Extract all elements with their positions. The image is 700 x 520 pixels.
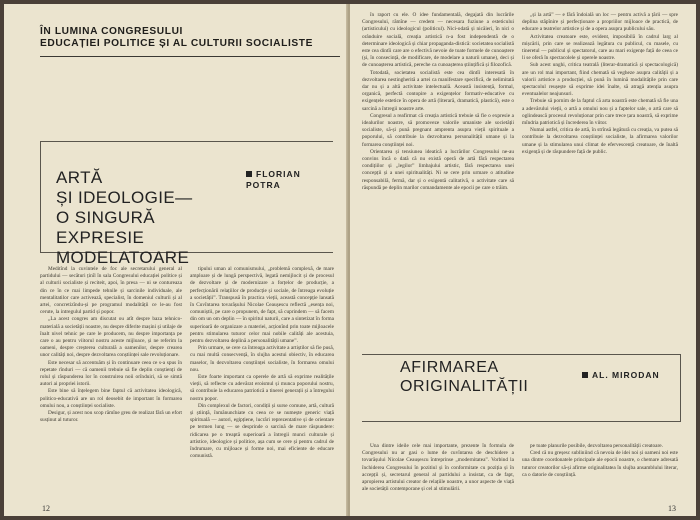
author-first-name: FLORIAN — [256, 169, 301, 179]
paragraph: în raport cu ele. O idee fundamentală, degajată din lucrările Congresului, rămîne — credem — necesara fuziune a esteticului (artisticului) cu ideologicul (politicul). Nici-odată și nicăieri, în nici o orânduire socială, creația artistică n-a fost independentă de o determinare ideologică și chiar propaganda-distică: societatea socialistă este cea dintîi care are o efectivă nevoie de toate formele de cunoaștere (și, în consecință, de modificare, de modelare a naturii umane), deci și de cunoașterea artistică, pereche ca cunoașterea științifică și filozofică. — [362, 12, 514, 69]
article-title — [56, 168, 236, 268]
paragraph: „La acest congres am discutat ou atît despre baza tehnico-materială a societății noastre, nu despre diferite mașini și utilaje de înalt nivel tehnic pe care le producem, nu despre importanța pe care o au pentru viitorul nostru aceste mijloace, și ne referim la oameni, despre creșterea culturală a oamenilor, despre crearea unor calități noi, despre dezvoltarea conștiinței sale revoluționare. — [40, 316, 182, 359]
paragraph: Congresul a reafirmat că creația artistică trebuie să fie o expresie a idealurilor noastre, să promoveze valorile umaniste ale societății socialiste, să-și pună pregnant amprenta asupra vieții spirituale a poporului, să contribuie la dezvoltarea personalității umane și la formarea conștiinței noi. — [362, 112, 514, 148]
paragraph: pe toate planurile posibile, dezvoltarea personalității creatoare. — [530, 443, 663, 449]
article-column — [522, 12, 678, 348]
paragraph: Una dintre ideile cele mai importante, prezente în formula de Congresului nu ar gasi o lume de cuvîntarea de deschidere a tovarășului Nicolae Ceaușescu întreprinse „modernitatea”. Vorbind la închiderea Congresului în pozitiul și în conformitate cu poziția și în accepții și, secretarul general al partidului a insistat, ca de fapt, apropierea artistului creator de relațiile noastre, a unor aspecte de viață ale societății contemporane și cel al stimulării. — [362, 443, 514, 493]
article-title-line: O SINGURĂ EXPRESIE — [56, 208, 156, 247]
paragraph: Este necesar să accentuăm și în continuare ceea ce s-a spus în repetate rînduri — că oamenii trebuie să fie deplin conștienți de rolul și răspunderea lor în construirea noii orînduiri, să se simtă autori ai propriei istorii. — [40, 359, 182, 388]
paragraph: Activitatea creatoare este, evident, imposibilă în cadrul larg al mișcării, prin care se realizează legătura cu publicul, cu masele, cu tineretul — publicul și spectatorul, care au mari exigențe față de ceea ce li se oferă în spectacolele și operele noastre. — [522, 33, 678, 62]
paragraph: Desigur, și acest nou scop rămîne greu de realizat fără un efort susținut al tuturor. — [40, 410, 182, 424]
paragraph: Din complexul de factori, condiții și surse comune, artă, cultură și știință, înmănunchiate cu ceea ce se numește generic viață spirituală — autori, egipțiene, lucrări reprezentative și de orientare pe termen lung — se desprinde o sarcină de mare răspundere: ridicarea pe o treaptă superioară a întregii munci culturale și artistice, ideologice și politice, așa cum se cere și pentru cadrul de îndrumare, cu mijloace și forme noi, mai eficiente de educare comunistă. — [190, 402, 334, 460]
article-column — [362, 12, 514, 348]
paragraph: Este foarte important ca operele de artă să exprime realitățile vieții, să reflecte cu adevărat eroismul și munca poporului nostru, să contribuie la educarea patriotică a tinerei generații și a întregului nostru popor. — [190, 374, 334, 402]
article-title-line: ȘI IDEOLOGIE— — [56, 188, 193, 207]
article-column — [362, 443, 514, 505]
page-number-left: 12 — [42, 504, 50, 513]
section-header-line2: EDUCAȚIEI POLITICE ȘI AL CULTURII SOCIALISTE — [40, 38, 313, 49]
article-title — [400, 358, 540, 396]
paragraph: Sub acest unghi, critica teatrală (literar-dramatică și spectacologică) are un rol mai important, fiind chemată să vegheze asupra calității și a valorii artistice a producției, să pună în lumină modalitățile prin care spectacolul reușește să exprime idei înalte, să atragă atenția asupra eventualelor neajunsuri. — [522, 62, 678, 98]
author-name: AL. MIRODAN — [592, 370, 660, 380]
paragraph: Trebuie să pornim de la faptul că arta noastră este chemată să fie una a adevărului vieții, o artă a omului nou și a faptelor sale, o artă care să oglindească procesul revoluționar prin care trece țara noastră, să exprime mîndria patriotică și încrederea în viitor. — [522, 98, 678, 127]
header-rule — [40, 56, 340, 57]
article-author — [582, 370, 682, 381]
section-header — [40, 26, 330, 50]
book-spread — [4, 4, 696, 516]
author-last-name: POTRA — [246, 180, 281, 190]
article-title-line: ARTĂ — [56, 168, 103, 187]
paragraph: Este bine să înțelegem bine faptul că activitatea ideologică, politico-educativă are un rol deosebit de important în formarea omului nou, a conștiinței socialiste. — [40, 388, 182, 409]
paragraph: tipului uman al comunismului, „problemă complexă, de mare amploare și de lungă perspectivă, legată nemijlocit și de procesul de dezvoltare și de modernizare a forțelor de producție, a perfecționării relațiilor de producție și sociale, de întreaga evoluție a societății”. Transpusă în practica vieții, această concepție lansată în Cuvîntarea tovarășului Nicolae Ceaușescu reflectă „esența noi, comuniștii, pe care o propunem, de fapt, să cuprindem — să facem din om un om deplin — în spiritul naturii, care a sintetizat în forma superioară de organizare a materiei, acționînd prin toate mijloacele pentru stimularea tuturor celor mai nobile calități ale acestuia, pentru dezvoltarea deplină a personalității umane”. — [190, 266, 334, 345]
paragraph: Meditînd la cuvintele de foc ale secretarului general al partidului — secături ținîl în sala Congresului educației politice și al culturii socialiste și reciteit, apoi, în presa — ni se contureaza din ce în ce mai limpede tehnile și sarcinile individuale, ale mentalitatilor care activează, specialist, în domeniul culturii și al artei, concretizîndu-și pe programul modalității ce le-au fost cerute, la intregulul partid și popor. — [40, 266, 182, 316]
paragraph: Cred că nu greșesc subliniind că nevoia de idei noi și oameni noi este una dintre coordonatele principale ale epocii noastre, o chemare adresată tuturor creatorilor să-și afirme originalitatea în slujba ansamblului literar, ca o datorie de conștiință. — [522, 450, 678, 478]
paragraph: Prin urmare, se cere ca întreaga activitate a artiștilor să fie pusă, cu mai multă consecvență, în slujba acestui obiectiv, în educarea maselor, în dezvoltarea conștiinței socialiste, în formarea omului nou. — [190, 345, 334, 373]
paragraph: „și la artă” — e fără îndoială un loc — pentru activă a țării — spre deplina stăpînire și perfecționare a propriilor mijloace de practică, de educare a teatrelor artistice și de a opera asupra publicului său. — [522, 12, 678, 33]
article-column — [522, 443, 678, 505]
paragraph: Numai astfel, critica de artă, în strînsă legătură cu creația, va putea să contribuie la dezvoltarea conștiinței socialiste, la afirmarea valorilor umane și la stimularea unui climat de efervescență creatoare, de înaltă exigență și de răspundere față de public. — [522, 127, 678, 155]
bullet-square-icon — [582, 372, 588, 378]
article-column — [40, 266, 182, 494]
page-left — [4, 4, 349, 516]
page-right — [350, 4, 696, 516]
paragraph: Orientarea și tensiunea ideatică a lucrărilor Congresului ne-au convins încă o dată că nu există operă de artă fără respectarea condițiilor și „legilor” limbajului artistic, fără respectarea unei concepții și a unei spiritualități. Ni se cere prin urmare o atitudine responsabilă, fermă, dar și o exigentă calitativă, o activitate care să răspundă pe deplin marilor comandamente ale epocii pe care o trăim. — [362, 148, 514, 191]
bullet-square-icon — [246, 171, 252, 177]
paragraph: Totodată, societatea socialistă este cea dintîi interesată în dezvoltarea nestingherită a artei ca manifestare specifică, de nelimitată dar nu și a altă activitate intelectuală. Această insistență, formal, organică, perfectă contopire a exigențelor formativ-educative cu exigențele estetice în opera de artă (literară, dramatică, plastică), este o sarcină a întregii noastre arte. — [362, 69, 514, 112]
article-title-line: MODELATOARE — [56, 248, 190, 267]
article-title-line: AFIRMAREA — [400, 359, 499, 376]
article-author — [246, 169, 336, 191]
article-column — [190, 266, 334, 494]
section-header-line1: ÎN LUMINA CONGRESULUI — [40, 26, 183, 37]
article-title-line: ORIGINALITĂȚII — [400, 378, 529, 395]
page-number-right: 13 — [668, 504, 676, 513]
